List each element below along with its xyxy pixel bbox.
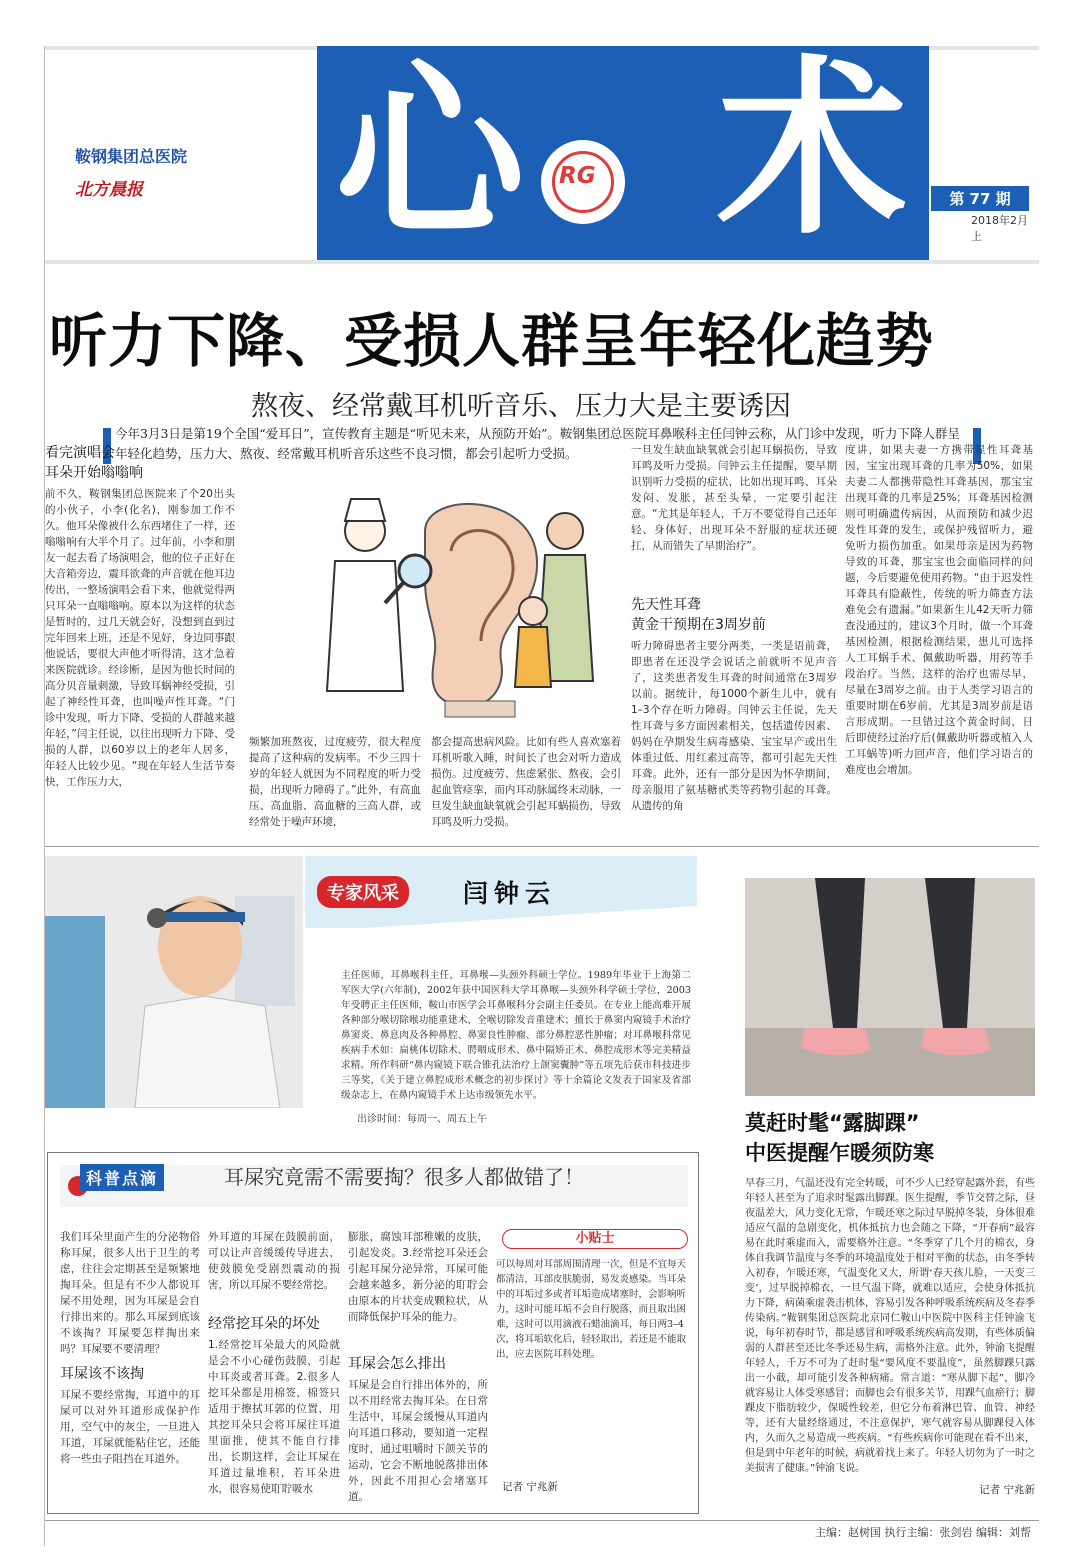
hospital-emblem-icon: RG (537, 136, 629, 228)
expert-name: 闫钟云 (463, 879, 557, 908)
feature-text: 早春三月，气温还没有完全转暖，可不少人已经穿起露外套，有些年轻人甚至为了追求时髦露出脚踝。医生提醒，季节交替之际，昼夜温差大，风力变化无常，乍暖还寒之际过早脱掉冬装，身体很难适应气温的急剧变化，机体抵抗力也会随之下降，“开春病”最容易在此时乘虚而入，需要格外注意。“冬季穿了几个月的棉衣，身体自我调节温度与冬季的环境温度处于相对平衡的状态，由冬季转入初春，乍暖还寒，气温变化又大，所谓‘春天孩儿脸，一天变三变’，过早脱掉棉衣，一旦气温下降，就难以适应，会使身体抵抗力下降，病菌乘虚袭击机体，容易引发各种呼吸系统疾病及冬春季传染病。”鞍钢集团总医院北京同仁鞍山中医院中医科主任钟渝飞说，每年初春时节，都是感冒和呼吸系统疾病高发期，有些体质偏弱的人群甚至还比冬季还易生病，需格外注意。此外，钟渝飞提醒年轻人，千万不可为了赶时髦“要风度不要温度”，虽然脚踝只露出一小截，却可能引发各种病痛。常言道：“寒从脚下起”，脚冷就容易让人体受寒感冒；而脚也会有很多关节，用踝气血瘀行；脚踝皮下脂肪较少，保暖性较差，但它分布着淋巴管、血管、神经等，还有大量经络通过，不注意保护，寒气就容易从脚踝侵入体内，久而久之易造成一些疾病。“有些疾病你可能现在看不出来，但是到中年老年的时候，病就着找上来了。年轻人切勿为了一时之美损害了健康。”钟渝飞说。 (745, 1178, 1035, 1474)
science-column-3-text-a: 膨胀，腐蚀耳部稚嫩的皮肤，引起发炎。3.经常挖耳朵还会引起耳屎分泌异常，耳屎可能会越来越多，新分泌的耵聍会由原本的片状变成颗粒状，从而降低保护耳朵的能力。 (348, 1231, 488, 1323)
science-column-3-heading: 耳屎会怎么排出 (348, 1356, 446, 1372)
section-divider (45, 846, 1039, 847)
logo-glyph-xin: 心 (335, 46, 526, 260)
column-4-text-top: 一旦发生缺血缺氧就会引起耳蜗损伤，导致耳鸣及听力受损。闫钟云主任提醒，要早期识别听力受损的症状，比如出现耳鸣、耳朵发闷、发胀，甚至头晕，一定要引起注意。“尤其是年轻人，千万不要觉得自己还年轻、身体好，出现耳朵不舒服的症状还硬扛，从而错失了早期治疗”。 (631, 444, 837, 552)
doctor-ear-illustration (275, 491, 621, 725)
footer-credits: 主编：赵树国 执行主编：张剑岩 编辑：刘帮 (815, 1526, 1031, 1539)
feature-title-line-1: 莫赶时髦“露脚踝” (745, 1111, 920, 1135)
tip-text: 可以每周对耳部周围清理一次，但是不宜每天都清洁，耳部皮肤脆弱，易发炎感染。当耳朵中的耳垢过多或者耳垢造成堵塞时，会影响听力，这时可能耳垢不会自行脱落，而且取出困难，这时可以用滴液石蜡油滴耳，每日两3–4次，将耳垢软化后，轻轻取出，若还是不能取出，应去医院耳科处理。 (496, 1259, 687, 1360)
expert-bio: 主任医师，耳鼻喉科主任，耳鼻喉—头颈外科硕士学位。1989年毕业于上海第二军医大学(六年制)，2002年获中国医科大学耳鼻喉—头颈外科学硕士学位，2003年受聘正主任医师，鞍山市医学会耳鼻喉科分会副主任委员。在专业上能高难开展各种部分喉切除喉功能重建术、全喉切除发音重建术；擅长于鼻窦内窥镜手术治疗鼻窦炎、鼻息肉及各种鼻腔、鼻窦良性肿瘤、部分鼻腔恶性肿瘤；对耳鼻喉科常见疾病手术如：扁桃体切除术、腭咽成形术、鼻中隔矫正术、鼻腔成形术等完美精益求精。所作科研“鼻内窥镜下联合锥孔法治疗上颌窦囊肿”等五项先后获市科技进步三等奖，《关于建立鼻腔成形术概念的初步探讨》等十余篇论文发表于国家及省部级杂志上，在鼻内窥镜手术上达市级领先水平。 (341, 970, 691, 1101)
masthead-logo (317, 46, 929, 260)
masthead-divider (45, 260, 1039, 264)
column-2 (249, 734, 421, 834)
science-column-2-text-a: 外耳道的耳屎在鼓膜前面，可以让声音缓缓传导进去，使鼓膜免受剧烈震动的损害，所以耳屎不要经常挖。 (208, 1231, 340, 1291)
column-4-heading-1: 先天性耳聋 (631, 597, 701, 613)
column-1-text: 前不久，鞍钢集团总医院来了个20出头的小伙子，小李(化名)，刚参加工作不久。他耳朵像被什么东西堵住了一样，还嗡嗡响有大半个月了。过年前，小李和朋友一起去看了场演唱会，他的位子正好在大音箱旁边，震耳欲聋的声音就在他耳边传出，一整场演唱会看下来，他就觉得两只耳朵一直嗡嗡响。原本以为这样的状态是暂时的，过几天就会好，没想到直到过完年回来上班，还是不见好，身边同事跟他说话，要很大声他才听得清，这才急着来医院就诊。经诊断，是因为他长时间的高分贝音量刺激，导致耳蜗神经受损，引起了神经性耳聋，也叫噪声性耳聋。“门诊中发现，听力下降、受损的人群越来越年轻，”闫主任说，以往出现听力下降、受损的人群，以60岁以上的老年人居多，年轻人比较少见。“现在年轻人生活节奏快，工作压力大， (45, 488, 235, 788)
feature-reporter: 记者 宁兆新 (979, 1484, 1035, 1496)
science-column-1-heading: 耳屎该不该掏 (60, 1366, 144, 1382)
science-column-2-heading: 经常挖耳朵的坏处 (208, 1316, 320, 1332)
masthead-publishers (75, 144, 235, 200)
tip-heading: 小贴士 (502, 1229, 688, 1249)
column-4-heading-2: 黄金干预期在3周岁前 (631, 617, 766, 633)
column-3-text: 都会提高患病风险。比如有些人喜欢塞着耳机听歌入睡，时间长了也会对听力造成损伤。过度疲劳、焦虑紧张、熬夜，会引起血管痉挛，而内耳动脉属终末动脉，一旦发生缺血缺氧就会引起耳蜗损伤，导致耳鸣及听力受损。 (431, 736, 621, 828)
science-column-3-text-b: 耳屎是会自行排出体外的，所以不用经常去掏耳朵。在日常生活中，耳屎会缓慢从耳道内向耳道口移动，要知道一定程度时，通过咀嚼时下颌关节的运动，它会不断地脱落排出体外，因此不用担心会堵塞耳道。 (348, 1379, 488, 1503)
subheadline: 熬夜、经常戴耳机听音乐、压力大是主要诱因 (251, 391, 791, 422)
issue-date: 2018年2月上 (971, 214, 1028, 243)
expert-tag: 专家风采 (317, 876, 409, 908)
science-column-1-text-b: 耳屎不要经常掏，耳道中的耳屎可以对外耳道形成保护作用，空气中的灰尘，一旦进入耳道，耳屎就能粘住它，还能将一些虫子阻挡在耳道外。 (60, 1389, 200, 1465)
feet-photo (745, 878, 1035, 1096)
science-title: 耳屎究竟需不需要掏？很多人都做错了！ (224, 1165, 584, 1189)
column-1-heading-2: 耳朵开始嗡嗡响 (45, 465, 143, 481)
footer-divider (45, 1520, 1039, 1521)
feature-article (745, 1176, 1035, 1497)
science-box (47, 1152, 699, 1514)
newspaper-name: 北方晨报 (75, 180, 143, 200)
column-2-text: 频繁加班熬夜，过度疲劳，很大程度提高了这种病的发病率。不少三四十岁的年轻人就因为不同程度的听力受损，出现听力障碍了。”此外，有高血压、高血脂、高血糖的三高人群，或经常处于噪声环境， (249, 736, 421, 828)
feature-title-line-2: 中医提醒乍暖须防寒 (745, 1141, 934, 1165)
hospital-name: 鞍钢集团总医院 (75, 147, 188, 166)
column-1-heading-1: 看完演唱会 (45, 445, 115, 461)
column-1 (45, 442, 235, 816)
science-column-1-text-a: 我们耳朵里面产生的分泌物俗称耳屎，很多人出于卫生的考虑，往往会定期甚至是频繁地掏耳朵。但是有不少人都说耳屎不用处理，因为耳屎是会自行排出来的。那么耳屎到底该不该掏？耳屎要怎样掏出来吗？耳屎要不要清理？ (60, 1231, 200, 1355)
issue-number: 第 77 期 (931, 186, 1029, 211)
science-column-3 (348, 1229, 488, 1507)
expert-hours: 出诊时间：每周一、周五上午 (357, 1114, 487, 1125)
science-column-2-text-b: 1.经常挖耳朵最大的风险就是会不小心碰伤鼓膜，引起中耳炎或者耳聋。2.很多人挖耳朵都是用棉签，棉签只适用于擦拭耳郭的位置，用其挖耳朵只会将耳屎往耳道里面推，使其不能自行排出，长期这样，会让耳屎在耳道过量堆积，若耳朵进水，很容易使耵聍吸水 (208, 1339, 340, 1495)
headline: 听力下降、受损人群呈年轻化趋势 (49, 307, 935, 375)
column-4 (631, 442, 837, 828)
science-column-2 (208, 1229, 340, 1507)
science-column-1 (60, 1229, 200, 1497)
column-3 (431, 734, 621, 834)
tip-reporter: 记者 宁兆新 (502, 1481, 558, 1493)
tip-box (496, 1229, 692, 1499)
column-4-text-bottom: 听力障碍患者主要分两类，一类是语前聋，即患者在还没学会说话之前就听不见声音了，这类患者发生耳聋的时间通常在3周岁以前。据统计，每1000个新生儿中，就有1–3个存在听力障碍。闫钟云主任说，先天性耳聋与多方面因素相关，包括遗传因素、妈妈在孕期发生病毒感染、宝宝早产或出生体重过低、用红素过高等，都可引起先天性耳聋。此外，还有一部分是因为怀孕期间，母亲服用了氨基糖甙类等药物引起的耳聋。从遗传的角 (631, 640, 837, 812)
lead-paragraph: 今年3月3日是第19个全国“爱耳日”，宣传教育主题是“听见未来，从预防开始”。鞍钢集团总医院耳鼻喉科主任闫钟云称，从门诊中发现，听力下降人群呈年轻化趋势，压力大、熬夜、经常戴耳机听音乐这些不良习惯，都会引起听力受损。 (115, 426, 960, 461)
science-tag: 科普点滴 (80, 1164, 164, 1191)
column-5-text: 度讲，如果夫妻一方携带显性耳聋基因，宝宝出现耳聋的几率为50%，如果夫妻二人都携带隐性耳聋基因，那宝宝出现耳聋的几率是25%；耳聋基因检测则可明确遗传病因，从而预防和减少迟发性耳聋的发生，或保护残留听力，避免听力损伤加重。如果母亲是因为药物导致的耳聋，那宝宝也会面临同样的问题，今后要避免使用药物。“由于迟发性耳聋具有隐蔽性，传统的听力筛查方法难免会有遗漏。”如果新生儿42天听力筛查没通过的，建议3个月时，做一个耳聋基因检测，根据检测结果，患儿可选择人工耳蜗手术、佩戴助听器，用药等手段治疗。当然，这样的治疗也需尽早，尽量在3周岁之前。由于人类学习语言的重要时期在6岁前，尤其是3周岁前是语言形成期。一旦错过这个黄金时间，日后即使经过治疗后(佩戴助听器或植入人工耳蜗等)听力回声音，他们学习语言的难度也会增加。 (845, 444, 1033, 776)
column-5 (845, 442, 1033, 822)
newspaper-page (44, 46, 1038, 1546)
logo-glyph-shu: 术 (717, 46, 908, 260)
expert-photo (45, 856, 303, 1108)
feature-title (745, 1108, 1035, 1168)
